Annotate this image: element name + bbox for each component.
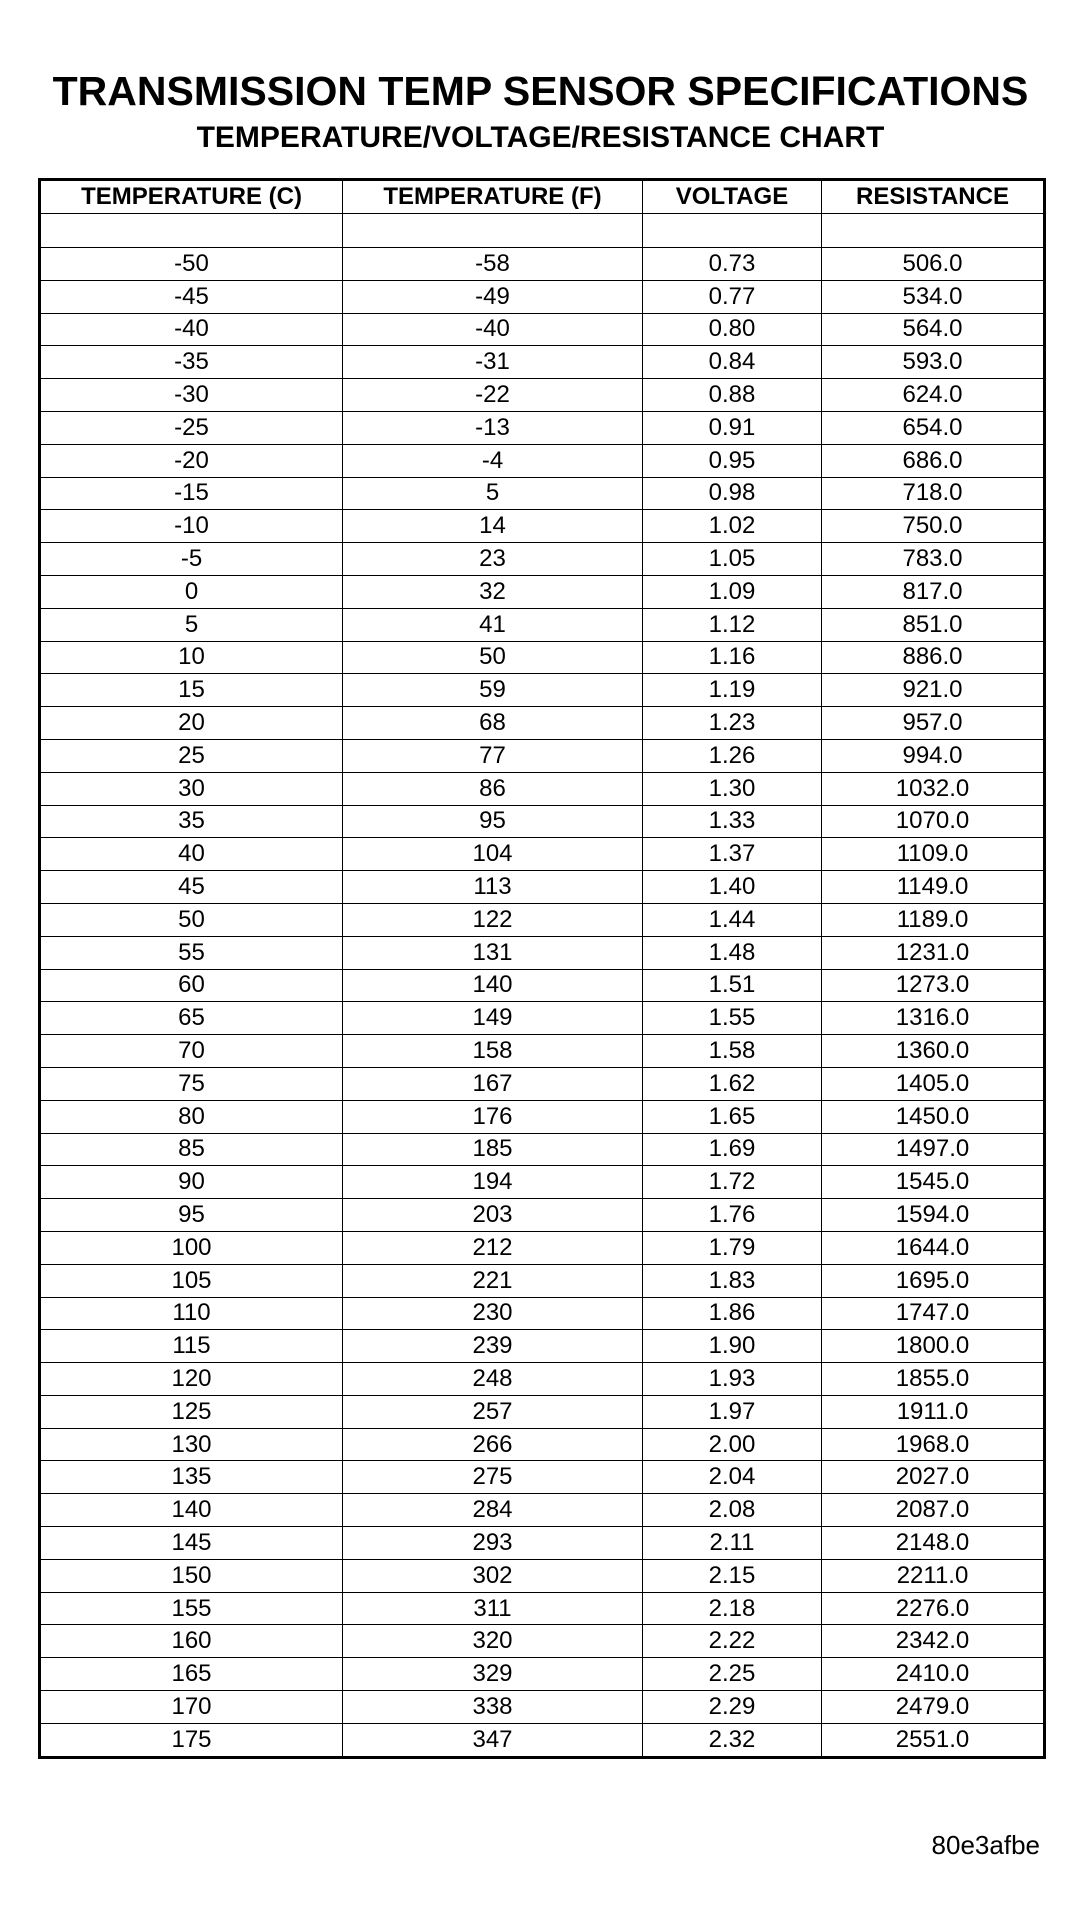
cell-temperature-c: 130 <box>40 1428 343 1461</box>
table-row <box>40 641 1045 674</box>
page-subtitle: TEMPERATURE/VOLTAGE/RESISTANCE CHART <box>196 121 885 154</box>
cell-temperature-f: 167 <box>343 1067 643 1100</box>
cell-temperature-f: 194 <box>343 1166 643 1199</box>
cell-resistance: 957.0 <box>822 707 1045 740</box>
cell-resistance: 994.0 <box>822 739 1045 772</box>
spec-table <box>38 178 1046 1759</box>
cell-resistance: 1273.0 <box>822 969 1045 1002</box>
cell-temperature-c: 105 <box>40 1264 343 1297</box>
cell-temperature-f: 185 <box>343 1133 643 1166</box>
cell-temperature-f: 77 <box>343 739 643 772</box>
cell-temperature-c: 150 <box>40 1559 343 1592</box>
header-row <box>40 180 1045 214</box>
cell-voltage: 0.88 <box>643 379 822 412</box>
cell-resistance: 2027.0 <box>822 1461 1045 1494</box>
column-header-voltage: VOLTAGE <box>643 180 822 214</box>
cell-voltage: 1.16 <box>643 641 822 674</box>
cell-resistance: 2479.0 <box>822 1691 1045 1724</box>
cell-temperature-c: 175 <box>40 1723 343 1757</box>
cell-temperature-f: -40 <box>343 313 643 346</box>
cell-temperature-c: -45 <box>40 280 343 313</box>
cell-temperature-c: -20 <box>40 444 343 477</box>
cell-temperature-f: 41 <box>343 608 643 641</box>
table-row <box>40 903 1045 936</box>
table-row <box>40 1035 1045 1068</box>
cell-voltage: 1.51 <box>643 969 822 1002</box>
cell-voltage: 2.04 <box>643 1461 822 1494</box>
cell-voltage: 1.40 <box>643 871 822 904</box>
cell-temperature-c: 155 <box>40 1592 343 1625</box>
cell-resistance: 1070.0 <box>822 805 1045 838</box>
cell-voltage: 1.48 <box>643 936 822 969</box>
table-row <box>40 969 1045 1002</box>
cell-temperature-f: 320 <box>343 1625 643 1658</box>
cell-resistance: 534.0 <box>822 280 1045 313</box>
cell-voltage: 1.93 <box>643 1363 822 1396</box>
cell-temperature-c: 85 <box>40 1133 343 1166</box>
cell-resistance: 2087.0 <box>822 1494 1045 1527</box>
table-row <box>40 313 1045 346</box>
cell-temperature-f: 113 <box>343 871 643 904</box>
cell-temperature-f: 149 <box>343 1002 643 1035</box>
cell-resistance: 1695.0 <box>822 1264 1045 1297</box>
cell-resistance: 1968.0 <box>822 1428 1045 1461</box>
cell-temperature-f: 59 <box>343 674 643 707</box>
table-row <box>40 1395 1045 1428</box>
table-row <box>40 1461 1045 1494</box>
blank-row <box>40 214 1045 248</box>
cell-voltage: 1.02 <box>643 510 822 543</box>
column-header-temperature-f: TEMPERATURE (F) <box>343 180 643 214</box>
cell-resistance: 1316.0 <box>822 1002 1045 1035</box>
table-row <box>40 739 1045 772</box>
table-row <box>40 1330 1045 1363</box>
cell-temperature-c: 100 <box>40 1231 343 1264</box>
cell-temperature-f: 302 <box>343 1559 643 1592</box>
cell-resistance: 886.0 <box>822 641 1045 674</box>
cell-voltage: 2.32 <box>643 1723 822 1757</box>
cell-temperature-c: 95 <box>40 1199 343 1232</box>
table-row <box>40 1691 1045 1724</box>
table-row <box>40 805 1045 838</box>
cell-voltage: 2.11 <box>643 1527 822 1560</box>
cell-voltage: 1.90 <box>643 1330 822 1363</box>
cell-voltage: 0.98 <box>643 477 822 510</box>
cell-temperature-c: 0 <box>40 575 343 608</box>
cell-resistance: 2342.0 <box>822 1625 1045 1658</box>
table-row <box>40 1723 1045 1757</box>
cell-temperature-f: 50 <box>343 641 643 674</box>
cell-temperature-c: 140 <box>40 1494 343 1527</box>
cell-temperature-c: 165 <box>40 1658 343 1691</box>
table-row <box>40 772 1045 805</box>
cell-resistance: 593.0 <box>822 346 1045 379</box>
cell-temperature-f: 14 <box>343 510 643 543</box>
table-row <box>40 1133 1045 1166</box>
table-row <box>40 1363 1045 1396</box>
cell-resistance: 1032.0 <box>822 772 1045 805</box>
cell-temperature-c: 70 <box>40 1035 343 1068</box>
cell-voltage: 1.09 <box>643 575 822 608</box>
cell-temperature-c: 75 <box>40 1067 343 1100</box>
cell-resistance: 921.0 <box>822 674 1045 707</box>
table-row <box>40 346 1045 379</box>
cell-temperature-c: 60 <box>40 969 343 1002</box>
cell-resistance: 2410.0 <box>822 1658 1045 1691</box>
cell-temperature-c: 120 <box>40 1363 343 1396</box>
cell-temperature-c: 115 <box>40 1330 343 1363</box>
cell-temperature-c: 55 <box>40 936 343 969</box>
cell-voltage: 1.83 <box>643 1264 822 1297</box>
cell-voltage: 1.26 <box>643 739 822 772</box>
cell-resistance: 783.0 <box>822 543 1045 576</box>
cell-temperature-c: 65 <box>40 1002 343 1035</box>
table-row <box>40 707 1045 740</box>
cell-temperature-c: -50 <box>40 248 343 281</box>
cell-temperature-c: -5 <box>40 543 343 576</box>
cell-resistance: 1231.0 <box>822 936 1045 969</box>
cell-voltage: 2.25 <box>643 1658 822 1691</box>
cell-voltage: 0.84 <box>643 346 822 379</box>
column-header-temperature-c: TEMPERATURE (C) <box>40 180 343 214</box>
table-row <box>40 1592 1045 1625</box>
cell-voltage: 2.00 <box>643 1428 822 1461</box>
cell-voltage: 1.72 <box>643 1166 822 1199</box>
cell-voltage: 1.30 <box>643 772 822 805</box>
cell-temperature-f: -49 <box>343 280 643 313</box>
cell-temperature-f: 131 <box>343 936 643 969</box>
table-row <box>40 1199 1045 1232</box>
cell-resistance: 1747.0 <box>822 1297 1045 1330</box>
table-row <box>40 1100 1045 1133</box>
cell-resistance: 564.0 <box>822 313 1045 346</box>
cell-voltage: 0.73 <box>643 248 822 281</box>
table-row <box>40 838 1045 871</box>
table-row <box>40 1067 1045 1100</box>
table-row <box>40 477 1045 510</box>
table-row <box>40 1494 1045 1527</box>
cell-resistance: 1450.0 <box>822 1100 1045 1133</box>
cell-temperature-f: 248 <box>343 1363 643 1396</box>
cell-temperature-f: 221 <box>343 1264 643 1297</box>
table-row <box>40 379 1045 412</box>
cell-temperature-c: -10 <box>40 510 343 543</box>
table-row <box>40 1559 1045 1592</box>
cell-resistance: 851.0 <box>822 608 1045 641</box>
cell-temperature-f: 32 <box>343 575 643 608</box>
table-row <box>40 543 1045 576</box>
cell-temperature-c: -25 <box>40 411 343 444</box>
cell-voltage: 1.44 <box>643 903 822 936</box>
cell-temperature-c: -40 <box>40 313 343 346</box>
cell-temperature-f: 23 <box>343 543 643 576</box>
table-row <box>40 608 1045 641</box>
cell-temperature-f: 140 <box>343 969 643 1002</box>
cell-temperature-c: -30 <box>40 379 343 412</box>
table-row <box>40 674 1045 707</box>
cell-voltage: 2.18 <box>643 1592 822 1625</box>
cell-voltage: 2.08 <box>643 1494 822 1527</box>
cell-temperature-c: 20 <box>40 707 343 740</box>
cell-temperature-f: 68 <box>343 707 643 740</box>
blank-cell <box>40 214 343 248</box>
table-row <box>40 1002 1045 1035</box>
cell-resistance: 2276.0 <box>822 1592 1045 1625</box>
table-row <box>40 248 1045 281</box>
cell-voltage: 1.37 <box>643 838 822 871</box>
cell-resistance: 750.0 <box>822 510 1045 543</box>
cell-temperature-c: 25 <box>40 739 343 772</box>
cell-resistance: 506.0 <box>822 248 1045 281</box>
cell-resistance: 817.0 <box>822 575 1045 608</box>
blank-cell <box>822 214 1045 248</box>
cell-temperature-f: 284 <box>343 1494 643 1527</box>
cell-voltage: 1.69 <box>643 1133 822 1166</box>
cell-temperature-f: 95 <box>343 805 643 838</box>
cell-temperature-f: 347 <box>343 1723 643 1757</box>
cell-temperature-c: 125 <box>40 1395 343 1428</box>
cell-temperature-f: 5 <box>343 477 643 510</box>
cell-voltage: 1.55 <box>643 1002 822 1035</box>
cell-resistance: 1855.0 <box>822 1363 1045 1396</box>
cell-temperature-f: 266 <box>343 1428 643 1461</box>
cell-temperature-f: 104 <box>343 838 643 871</box>
cell-resistance: 718.0 <box>822 477 1045 510</box>
cell-resistance: 1189.0 <box>822 903 1045 936</box>
cell-resistance: 686.0 <box>822 444 1045 477</box>
table-row <box>40 1625 1045 1658</box>
cell-temperature-c: 30 <box>40 772 343 805</box>
table-row <box>40 444 1045 477</box>
cell-temperature-c: 35 <box>40 805 343 838</box>
cell-temperature-f: 338 <box>343 1691 643 1724</box>
table-row <box>40 871 1045 904</box>
cell-resistance: 2211.0 <box>822 1559 1045 1592</box>
cell-temperature-c: 45 <box>40 871 343 904</box>
cell-resistance: 1360.0 <box>822 1035 1045 1068</box>
cell-temperature-c: 110 <box>40 1297 343 1330</box>
cell-voltage: 1.58 <box>643 1035 822 1068</box>
cell-voltage: 1.79 <box>643 1231 822 1264</box>
cell-temperature-c: 145 <box>40 1527 343 1560</box>
figure-code: 80e3afbe <box>931 1830 1040 1860</box>
cell-temperature-f: 86 <box>343 772 643 805</box>
cell-resistance: 1800.0 <box>822 1330 1045 1363</box>
table-body <box>40 214 1045 1758</box>
cell-temperature-f: -31 <box>343 346 643 379</box>
cell-temperature-f: -13 <box>343 411 643 444</box>
cell-temperature-c: -15 <box>40 477 343 510</box>
cell-voltage: 0.91 <box>643 411 822 444</box>
table-row <box>40 575 1045 608</box>
cell-temperature-c: 5 <box>40 608 343 641</box>
table-row <box>40 510 1045 543</box>
table-row <box>40 1264 1045 1297</box>
cell-temperature-c: 160 <box>40 1625 343 1658</box>
cell-temperature-c: -35 <box>40 346 343 379</box>
cell-temperature-c: 10 <box>40 641 343 674</box>
blank-cell <box>643 214 822 248</box>
cell-temperature-f: 122 <box>343 903 643 936</box>
table-row <box>40 280 1045 313</box>
cell-voltage: 1.33 <box>643 805 822 838</box>
cell-voltage: 1.62 <box>643 1067 822 1100</box>
cell-temperature-c: 135 <box>40 1461 343 1494</box>
cell-voltage: 1.23 <box>643 707 822 740</box>
cell-temperature-c: 40 <box>40 838 343 871</box>
cell-temperature-f: 239 <box>343 1330 643 1363</box>
cell-temperature-f: 275 <box>343 1461 643 1494</box>
cell-temperature-f: 176 <box>343 1100 643 1133</box>
cell-temperature-c: 80 <box>40 1100 343 1133</box>
cell-voltage: 0.80 <box>643 313 822 346</box>
cell-voltage: 1.65 <box>643 1100 822 1133</box>
cell-voltage: 1.76 <box>643 1199 822 1232</box>
table-row <box>40 1166 1045 1199</box>
cell-resistance: 1149.0 <box>822 871 1045 904</box>
cell-temperature-f: -58 <box>343 248 643 281</box>
cell-resistance: 2148.0 <box>822 1527 1045 1560</box>
cell-voltage: 1.05 <box>643 543 822 576</box>
cell-temperature-f: 212 <box>343 1231 643 1264</box>
cell-voltage: 0.95 <box>643 444 822 477</box>
cell-voltage: 1.19 <box>643 674 822 707</box>
cell-voltage: 2.29 <box>643 1691 822 1724</box>
cell-temperature-f: 203 <box>343 1199 643 1232</box>
table-row <box>40 1428 1045 1461</box>
cell-temperature-c: 170 <box>40 1691 343 1724</box>
cell-resistance: 1594.0 <box>822 1199 1045 1232</box>
cell-temperature-f: 329 <box>343 1658 643 1691</box>
column-header-resistance: RESISTANCE <box>822 180 1045 214</box>
cell-temperature-f: 158 <box>343 1035 643 1068</box>
cell-temperature-f: 257 <box>343 1395 643 1428</box>
cell-resistance: 2551.0 <box>822 1723 1045 1757</box>
cell-resistance: 1109.0 <box>822 838 1045 871</box>
cell-temperature-c: 50 <box>40 903 343 936</box>
cell-voltage: 2.15 <box>643 1559 822 1592</box>
cell-temperature-f: 311 <box>343 1592 643 1625</box>
cell-temperature-f: 230 <box>343 1297 643 1330</box>
cell-resistance: 1545.0 <box>822 1166 1045 1199</box>
cell-temperature-f: 293 <box>343 1527 643 1560</box>
cell-resistance: 1911.0 <box>822 1395 1045 1428</box>
cell-resistance: 1497.0 <box>822 1133 1045 1166</box>
table-row <box>40 1231 1045 1264</box>
cell-voltage: 1.97 <box>643 1395 822 1428</box>
table-row <box>40 936 1045 969</box>
cell-temperature-f: -4 <box>343 444 643 477</box>
cell-resistance: 624.0 <box>822 379 1045 412</box>
table-row <box>40 1527 1045 1560</box>
cell-temperature-c: 15 <box>40 674 343 707</box>
blank-cell <box>343 214 643 248</box>
cell-resistance: 1405.0 <box>822 1067 1045 1100</box>
cell-temperature-f: -22 <box>343 379 643 412</box>
table-row <box>40 1658 1045 1691</box>
cell-voltage: 0.77 <box>643 280 822 313</box>
cell-temperature-c: 90 <box>40 1166 343 1199</box>
table-row <box>40 1297 1045 1330</box>
cell-voltage: 2.22 <box>643 1625 822 1658</box>
table-row <box>40 411 1045 444</box>
cell-voltage: 1.86 <box>643 1297 822 1330</box>
cell-voltage: 1.12 <box>643 608 822 641</box>
cell-resistance: 1644.0 <box>822 1231 1045 1264</box>
cell-resistance: 654.0 <box>822 411 1045 444</box>
page-title: TRANSMISSION TEMP SENSOR SPECIFICATIONS <box>52 68 1029 114</box>
